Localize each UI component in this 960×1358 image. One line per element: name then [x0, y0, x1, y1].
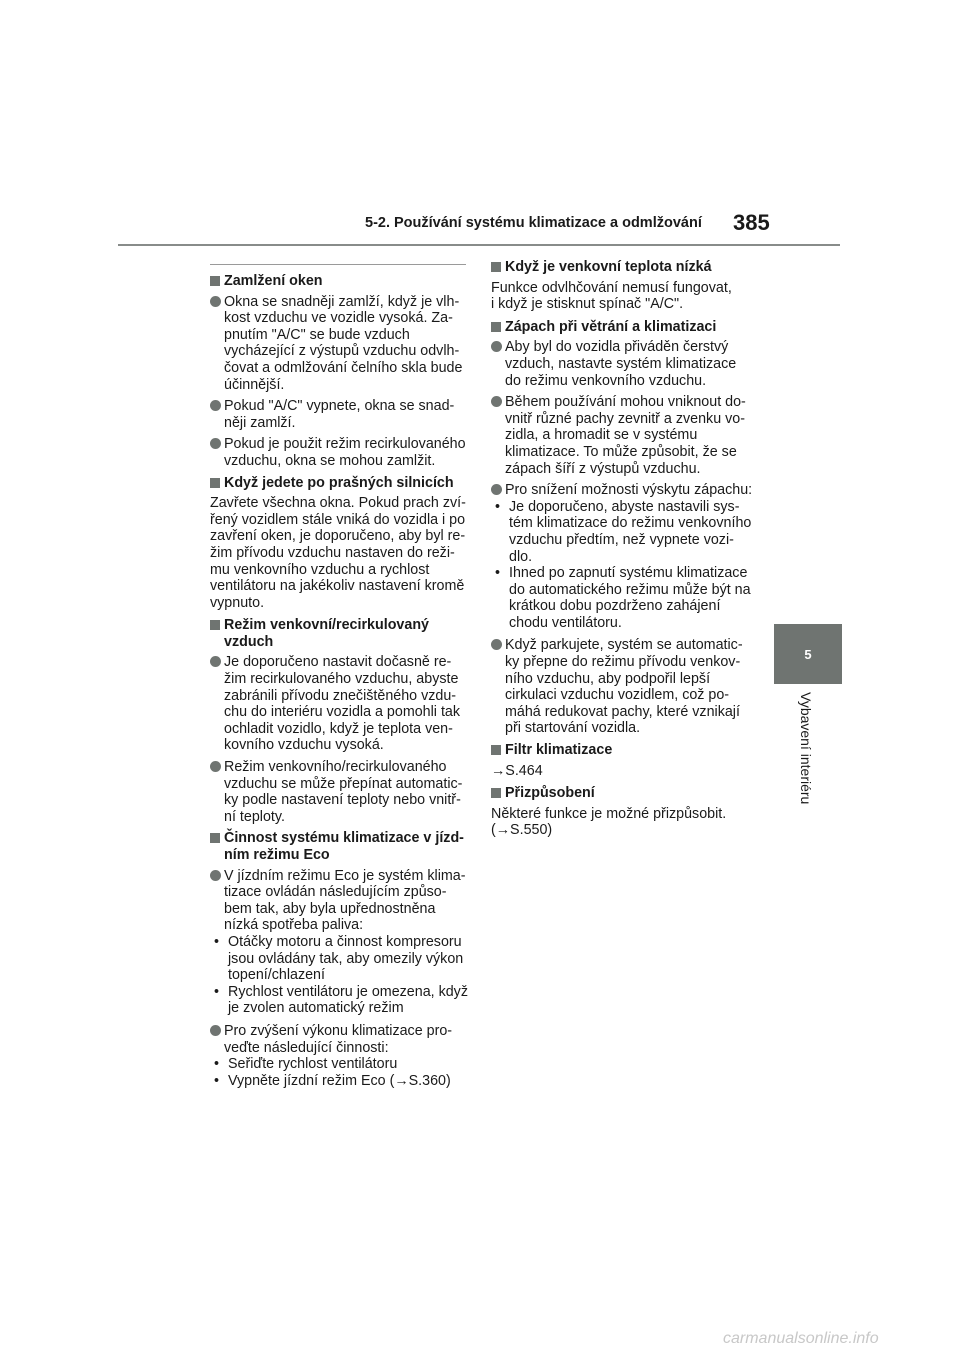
text-line: ky podle nastavení teploty nebo vnitř- [224, 792, 461, 809]
text-line: něji zamlží. [224, 414, 296, 431]
section-title: 5-2. Používání systému klimatizace a odmlžování [365, 215, 702, 231]
text-line: vnitř různé pachy zevnitř a zvenku vo- [505, 410, 745, 427]
text-line: při startování vozidla. [505, 720, 641, 737]
text-line: topení/chlazení [228, 967, 325, 984]
text-line: klimatizace. To může způsobit, že se [505, 443, 737, 460]
heading-air-mode [210, 617, 472, 650]
text-line: dlo. [509, 548, 533, 565]
column-divider [210, 264, 466, 265]
text-line: chu do interiéru vozidla a pomohli tak [224, 704, 461, 721]
text-line: jsou ovládány tak, aby omezily výkon [228, 950, 464, 967]
reference-filter [491, 763, 753, 780]
bullet-fogging-1 [210, 294, 472, 394]
sub-item-odor-1: • Je doporučeno, abyste nastavili sys- tém klimatizace do režimu venkovního vzduchu předtím, než vypnete vozi- dlo. [495, 498, 752, 565]
sub-item-eco-3: • Seřiďte rychlost ventilátoru [210, 1056, 472, 1073]
heading-odor: Zápach při větrání a klimatizaci [491, 319, 753, 336]
chapter-tab: 5 [774, 624, 842, 684]
round-bullet-icon [210, 870, 221, 881]
round-bullet-icon [491, 341, 502, 352]
text-line: →S.464 [491, 762, 543, 779]
text-line: vzduch, nastavte systém klimatizace [505, 355, 737, 372]
text-line: tém klimatizace do režimu venkovního [509, 515, 752, 532]
right-column [491, 254, 753, 845]
text-line: ochladit vozidlo, když je teplota ven- [224, 720, 453, 737]
square-bullet-icon [210, 620, 220, 630]
heading-dusty-roads: Když jedete po prašných silnicích [210, 475, 472, 492]
bullet-odor-2 [491, 394, 753, 477]
paragraph-dusty-roads [210, 495, 472, 611]
bullet-air-mode-2 [210, 759, 472, 825]
text-line: je zvolen automatický režim [228, 1000, 404, 1017]
bullet-eco-2 [210, 1023, 472, 1056]
text-line: Pokud je použit režim recirkulovaného [224, 436, 466, 453]
round-bullet-icon [210, 656, 221, 667]
text-line: Režim venkovní/recirkulovaný [224, 617, 430, 634]
text-line: Funkce odvlhčování nemusí fungovat, [491, 279, 732, 296]
round-bullet-icon [491, 396, 502, 407]
chapter-title: Vybavení interiéru [798, 692, 814, 805]
page-number: 385 [733, 210, 770, 235]
bullet-odor-3 [491, 482, 753, 499]
heading-eco-mode [210, 830, 472, 863]
square-bullet-icon [210, 478, 220, 488]
text-line: Režim venkovního/recirkulovaného [224, 759, 447, 776]
text-line: ventilátoru na jakékoliv nastavení kromě [210, 578, 465, 595]
square-bullet-icon [491, 788, 501, 798]
text-line: tizace ovládán následujícím způso- [224, 884, 447, 901]
text-line: zidla, a hromadit se v systému [505, 427, 698, 444]
text-line: kovního vzduchu vysoká. [224, 737, 384, 754]
text-line: i když je stisknut spínač "A/C". [491, 296, 684, 313]
text-line: Je doporučeno, abyste nastavili sys- [509, 498, 740, 515]
text-line: žim přívodu vzduchu nastaven do reži- [210, 544, 455, 561]
round-bullet-icon [491, 639, 502, 650]
text-line: Během používání mohou vniknout do- [505, 394, 746, 411]
text-line: Rychlost ventilátoru je omezena, když [228, 983, 468, 1000]
text-line: ky přepne do režimu přívodu venkov- [505, 654, 741, 671]
text-line: Některé funkce je možné přizpůsobit. [491, 805, 727, 822]
text-line: účinnější. [224, 376, 285, 393]
text-line: řený vozidlem stále vniká do vozidla i po [210, 511, 466, 528]
text-line: Seřiďte rychlost ventilátoru [228, 1056, 398, 1073]
round-bullet-icon [210, 1025, 221, 1036]
square-bullet-icon [491, 262, 501, 272]
round-bullet-icon [210, 400, 221, 411]
text-line: vzduchu se může přepínat automatic- [224, 775, 463, 792]
round-bullet-icon [210, 761, 221, 772]
text-line: máhá redukovat pachy, které vznikají [505, 703, 740, 720]
text-line: mu venkovního vzduchu a rychlost [210, 561, 430, 578]
text-line: nízká spotřeba paliva: [224, 917, 364, 934]
square-bullet-icon [210, 276, 220, 286]
bullet-odor-4 [491, 637, 753, 737]
sub-item-eco-1: • Otáčky motoru a činnost kompresoru jsou ovládány tak, aby omezily výkon topení/chlazení [210, 934, 472, 984]
text-line: veďte následující činnosti: [224, 1039, 389, 1056]
text-line: Pro snížení možnosti výskytu zápachu: [505, 482, 753, 499]
text-line: V jízdním režimu Eco je systém klima- [224, 867, 466, 884]
text-line: Pokud "A/C" vypnete, okna se snad- [224, 398, 455, 415]
square-bullet-icon [491, 322, 501, 332]
text-line: žim recirkulovaného vzduchu, abyste [224, 671, 459, 688]
header-divider [118, 244, 840, 246]
text-line: Pro zvýšení výkonu klimatizace pro- [224, 1022, 453, 1039]
text-line: ní teploty. [224, 808, 285, 825]
paragraph-low-temp [491, 280, 753, 313]
bullet-fogging-3 [210, 436, 472, 469]
text-line: Vypněte jízdní režim Eco (→S.360) [228, 1072, 451, 1089]
heading-fogging: Zamlžení oken [210, 273, 472, 290]
square-bullet-icon [491, 745, 501, 755]
sub-item-eco-4: • Vypněte jízdní režim Eco (→S.360) [210, 1073, 472, 1090]
text-line: Otáčky motoru a činnost kompresoru [228, 933, 462, 950]
round-bullet-icon [210, 296, 221, 307]
text-line: Činnost systému klimatizace v jízd- [224, 830, 464, 847]
heading-low-temp: Když je venkovní teplota nízká [491, 259, 753, 276]
sub-item-odor-2: • Ihned po zapnutí systému klimatizace do automatického režimu může být na krátkou dobu pozdrženo zahájení chodu ventilátoru. [491, 565, 753, 631]
watermark: carmanualsonline.info [723, 1330, 879, 1347]
text-line: Okna se snadněji zamlží, když je vlh- [224, 293, 460, 310]
bullet-odor-1 [491, 339, 753, 389]
text-line: kost vzduchu ve vozidle vysoká. Za- [224, 310, 453, 327]
bullet-fogging-2 [210, 398, 472, 431]
text-line: ního vzduchu, aby podpořil lepší [505, 670, 711, 687]
left-column [210, 268, 472, 1089]
round-bullet-icon [491, 484, 502, 495]
text-line: bem tak, aby byla upřednostněna [224, 900, 436, 917]
text-line: vzduchu, okna se mohou zamlžit. [224, 452, 436, 469]
text-line: ním režimu Eco [224, 847, 330, 863]
text-line: Aby byl do vozidla přiváděn čerstvý [505, 339, 729, 356]
text-line: cirkulaci vzduchu vozidlem, což po- [505, 687, 730, 704]
square-bullet-icon [210, 833, 220, 843]
heading-filter: Filtr klimatizace [491, 742, 753, 759]
text-line: čovat a odmlžování čelního skla bude [224, 359, 463, 376]
paragraph-customization [491, 806, 753, 839]
text-line: vzduch [224, 633, 274, 650]
text-line: Je doporučeno nastavit dočasně re- [224, 654, 452, 671]
text-line: do režimu venkovního vzduchu. [505, 372, 707, 389]
text-line: vycházející z výstupů vzduchu odvlh- [224, 343, 460, 360]
text-line: zápach šíří z výstupů vzduchu. [505, 460, 701, 477]
text-line: zavření oken, je doporučeno, aby byl re- [210, 528, 466, 545]
text-line: krátkou dobu pozdrženo zahájení [509, 598, 721, 615]
text-line: (→S.550) [491, 822, 553, 839]
text-line: Zavřete všechna okna. Pokud prach zví- [210, 495, 466, 512]
bullet-eco-1 [210, 868, 472, 934]
text-line: Když parkujete, systém se automatic- [505, 637, 743, 654]
text-line: zabránili přívodu znečištěného vzdu- [224, 687, 457, 704]
text-line: pnutím "A/C" se bude vzduch [224, 326, 410, 343]
round-bullet-icon [210, 438, 221, 449]
bullet-air-mode-1 [210, 654, 472, 754]
text-line: do automatického režimu může být na [509, 581, 751, 598]
sub-item-eco-2: • Rychlost ventilátoru je omezena, když je zvolen automatický režim [210, 984, 472, 1017]
text-line: vzduchu předtím, než vypnete vozi- [509, 531, 734, 548]
text-line: vypnuto. [210, 594, 265, 611]
text-line: Ihned po zapnutí systému klimatizace [509, 565, 748, 582]
text-line: chodu ventilátoru. [509, 614, 622, 631]
heading-customization: Přizpůsobení [491, 785, 753, 802]
